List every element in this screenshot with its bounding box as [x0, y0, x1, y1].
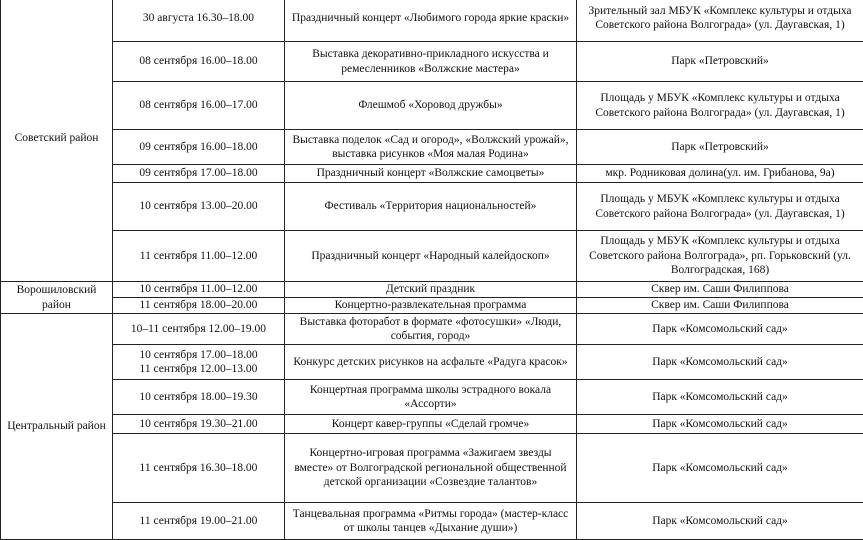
table-row — [1, 231, 863, 282]
event-cell: Концертная программа школы эстрадного вокала «Ассорти» — [285, 380, 577, 415]
event-cell: Концертно-развлекательная программа — [285, 298, 577, 314]
time-cell: 30 августа 16.30–18.00 — [113, 0, 285, 42]
place-cell: Зрительный зал МБУК «Комплекс культуры и отдыха Советского района Волгограда» (ул. Даугавская, 1) — [577, 0, 863, 42]
place-cell: мкр. Родниковая долина(ул. им. Грибанова, 9а) — [577, 165, 863, 183]
place-cell: Парк «Петровский» — [577, 130, 863, 165]
event-cell: Детский праздник — [285, 282, 577, 298]
event-cell: Выставка поделок «Сад и огород», «Волжский урожай», выставка рисунков «Моя малая Родина» — [285, 130, 577, 165]
time-cell: 11 сентября 11.00–12.00 — [113, 231, 285, 282]
event-cell: Фестиваль «Территория национальностей» — [285, 183, 577, 231]
table-row — [1, 345, 863, 380]
table-row — [1, 503, 863, 540]
time-cell: 10 сентября 13.00–20.00 — [113, 183, 285, 231]
event-cell: Праздничный концерт «Волжские самоцветы» — [285, 165, 577, 183]
event-cell: Выставка фоторабот в формате «фотосушки» «Люди, события, город» — [285, 314, 577, 345]
place-cell: Парк «Комсомольский сад» — [577, 503, 863, 540]
event-cell: Праздничный концерт «Любимого города яркие краски» — [285, 0, 577, 42]
time-cell: 10–11 сентября 12.00–19.00 — [113, 314, 285, 345]
place-cell: Парк «Петровский» — [577, 42, 863, 82]
place-cell: Площадь у МБУК «Комплекс культуры и отдыха Советского района Волгограда» (ул. Даугавская, 1) — [577, 183, 863, 231]
table-row — [1, 282, 863, 298]
place-cell: Площадь у МБУК «Комплекс культуры и отдыха Советского района Волгограда» (ул. Даугавская, 1) — [577, 82, 863, 130]
table-row — [1, 298, 863, 314]
time-line: 10 сентября 17.00–18.00 — [117, 348, 280, 362]
event-cell: Танцевальная программа «Ритмы города» (мастер-класс от школы танцев «Дыхание души») — [285, 503, 577, 540]
event-cell: Конкурс детских рисунков на асфальте «Радуга красок» — [285, 345, 577, 380]
time-cell: 08 сентября 16.00–17.00 — [113, 82, 285, 130]
district-cell: Ворошиловский район — [1, 282, 113, 314]
table-row — [1, 42, 863, 82]
table-row — [1, 130, 863, 165]
time-line: 11 сентября 12.00–13.00 — [117, 362, 280, 376]
time-cell: 10 сентября 18.00–19.30 — [113, 380, 285, 415]
place-cell: Сквер им. Саши Филиппова — [577, 298, 863, 314]
time-cell: 08 сентября 16.00–18.00 — [113, 42, 285, 82]
time-cell: 11 сентября 19.00–21.00 — [113, 503, 285, 540]
table-row — [1, 165, 863, 183]
table-row — [1, 82, 863, 130]
event-cell: Концерт кавер-группы «Сделай громче» — [285, 415, 577, 434]
time-cell: 10 сентября 19.30–21.00 — [113, 415, 285, 434]
place-cell: Парк «Комсомольский сад» — [577, 380, 863, 415]
event-cell: Концертно-игровая программа «Зажигаем звезды вместе» от Волгоградской региональной общественной детской организации «Созвездие талантов» — [285, 434, 577, 503]
time-cell: 09 сентября 17.00–18.00 — [113, 165, 285, 183]
time-cell: 10 сентября 11.00–12.00 — [113, 282, 285, 298]
table-row — [1, 0, 863, 42]
table-row — [1, 434, 863, 503]
place-cell: Парк «Комсомольский сад» — [577, 415, 863, 434]
place-cell: Сквер им. Саши Филиппова — [577, 282, 863, 298]
table-row — [1, 415, 863, 434]
time-cell: 11 сентября 16.30–18.00 — [113, 434, 285, 503]
table-row — [1, 380, 863, 415]
event-cell: Праздничный концерт «Народный калейдоскоп» — [285, 231, 577, 282]
table-row — [1, 183, 863, 231]
place-cell: Парк «Комсомольский сад» — [577, 434, 863, 503]
district-cell: Центральный район — [1, 314, 113, 540]
time-cell — [113, 345, 285, 380]
place-cell: Парк «Комсомольский сад» — [577, 314, 863, 345]
place-cell: Площадь у МБУК «Комплекс культуры и отдыха Советского района Волгограда», рп. Горьковский (ул. Волгоградская, 168) — [577, 231, 863, 282]
event-cell: Флешмоб «Хоровод дружбы» — [285, 82, 577, 130]
table-row — [1, 314, 863, 345]
district-cell: Советский район — [1, 0, 113, 282]
event-cell: Выставка декоративно-прикладного искусства и ремесленников «Волжские мастера» — [285, 42, 577, 82]
place-cell: Парк «Комсомольский сад» — [577, 345, 863, 380]
time-cell: 09 сентября 16.00–18.00 — [113, 130, 285, 165]
time-cell: 11 сентября 18.00–20.00 — [113, 298, 285, 314]
